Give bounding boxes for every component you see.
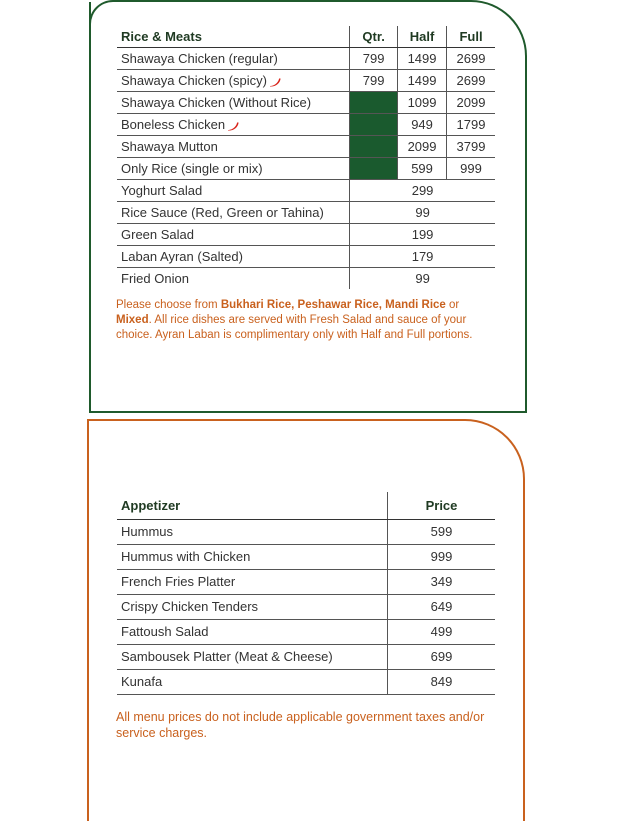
rice-note — [116, 298, 496, 343]
card-corner — [89, 0, 117, 28]
table-row — [117, 570, 495, 595]
table-row — [117, 158, 495, 180]
table-row — [117, 224, 495, 246]
header-appetizer: Appetizer — [117, 492, 388, 520]
item-label: Boneless Chicken — [121, 117, 226, 132]
price: 849 — [388, 670, 496, 695]
price: 99 — [350, 202, 495, 224]
header-half: Half — [398, 26, 447, 48]
note-prefix: Please choose from — [116, 299, 221, 311]
price-half: 2099 — [398, 136, 447, 158]
table-row — [117, 246, 495, 268]
item-name: Sambousek Platter (Meat & Cheese) — [117, 645, 388, 670]
unavailable-block — [350, 114, 398, 136]
price-qtr: 799 — [350, 48, 398, 70]
item-name — [117, 70, 350, 92]
price: 179 — [350, 246, 495, 268]
unavailable-block — [350, 158, 398, 180]
table-row — [117, 268, 495, 290]
item-name: Hummus — [117, 520, 388, 545]
item-name: Rice Sauce (Red, Green or Tahina) — [117, 202, 350, 224]
item-name — [117, 136, 350, 158]
header-item: Rice & Meats — [117, 26, 350, 48]
price-full: 3799 — [447, 136, 495, 158]
item-name — [117, 114, 350, 136]
price: 649 — [388, 595, 496, 620]
item-name: Green Salad — [117, 224, 350, 246]
item-name: Laban Ayran (Salted) — [117, 246, 350, 268]
item-name — [117, 92, 350, 114]
unavailable-block — [350, 136, 398, 158]
table-row — [117, 595, 495, 620]
price-half: 1499 — [398, 48, 447, 70]
price: 199 — [350, 224, 495, 246]
item-name: French Fries Platter — [117, 570, 388, 595]
table-row — [117, 202, 495, 224]
item-name: Crispy Chicken Tenders — [117, 595, 388, 620]
header-price: Price — [388, 492, 496, 520]
item-label: Shawaya Chicken (Without Rice) — [121, 95, 312, 110]
price-full: 999 — [447, 158, 495, 180]
table-row — [117, 70, 495, 92]
table-row — [117, 645, 495, 670]
price-full: 2699 — [447, 48, 495, 70]
price: 999 — [388, 545, 496, 570]
price: 299 — [350, 180, 495, 202]
price: 699 — [388, 645, 496, 670]
table-row — [117, 520, 495, 545]
price-half: 949 — [398, 114, 447, 136]
unavailable-block — [350, 92, 398, 114]
item-label: Shawaya Mutton — [121, 139, 218, 154]
card-border — [89, 411, 527, 413]
note-or: or — [445, 299, 460, 311]
chili-icon — [227, 121, 239, 131]
table-row — [117, 92, 495, 114]
card-border — [525, 58, 527, 413]
item-name — [117, 48, 350, 70]
price-half: 1099 — [398, 92, 447, 114]
table-row — [117, 136, 495, 158]
price-qtr: 799 — [350, 70, 398, 92]
note-options: Bukhari Rice, Peshawar Rice, Mandi Rice — [220, 299, 446, 311]
table-row — [117, 114, 495, 136]
price-full: 2699 — [447, 70, 495, 92]
item-label: Shawaya Chicken (regular) — [121, 51, 278, 66]
table-row — [117, 48, 495, 70]
price-half: 599 — [398, 158, 447, 180]
price: 99 — [350, 268, 495, 290]
price-half: 1499 — [398, 70, 447, 92]
item-name: Fried Onion — [121, 271, 189, 286]
item-name: Kunafa — [117, 670, 388, 695]
item-label: Shawaya Chicken (spicy) — [121, 73, 267, 88]
tax-note: All menu prices do not include applicable government taxes and/or service charges. — [116, 710, 485, 740]
price-full: 2099 — [447, 92, 495, 114]
appetizer-table — [117, 492, 495, 695]
table-row — [117, 620, 495, 645]
price-full: 1799 — [447, 114, 495, 136]
header-qtr: Qtr. — [350, 26, 398, 48]
item-name: Fattoush Salad — [117, 620, 388, 645]
note-mixed: Mixed — [116, 314, 149, 326]
card-border — [113, 0, 469, 2]
header-full: Full — [447, 26, 495, 48]
rice-meats-table — [117, 26, 495, 289]
item-name — [117, 158, 350, 180]
table-row — [117, 545, 495, 570]
table-row — [117, 180, 495, 202]
price: 349 — [388, 570, 496, 595]
note-rest: . All rice dishes are served with Fresh Salad and sauce of your choice. Ayran Laban is complimentary only with Half and Full portions. — [116, 314, 473, 341]
item-name: Hummus with Chicken — [117, 545, 388, 570]
table-row — [117, 670, 495, 695]
chili-icon — [269, 77, 281, 87]
price: 599 — [388, 520, 496, 545]
item-label: Only Rice (single or mix) — [121, 161, 263, 176]
item-name: Yoghurt Salad — [117, 180, 350, 202]
price: 499 — [388, 620, 496, 645]
